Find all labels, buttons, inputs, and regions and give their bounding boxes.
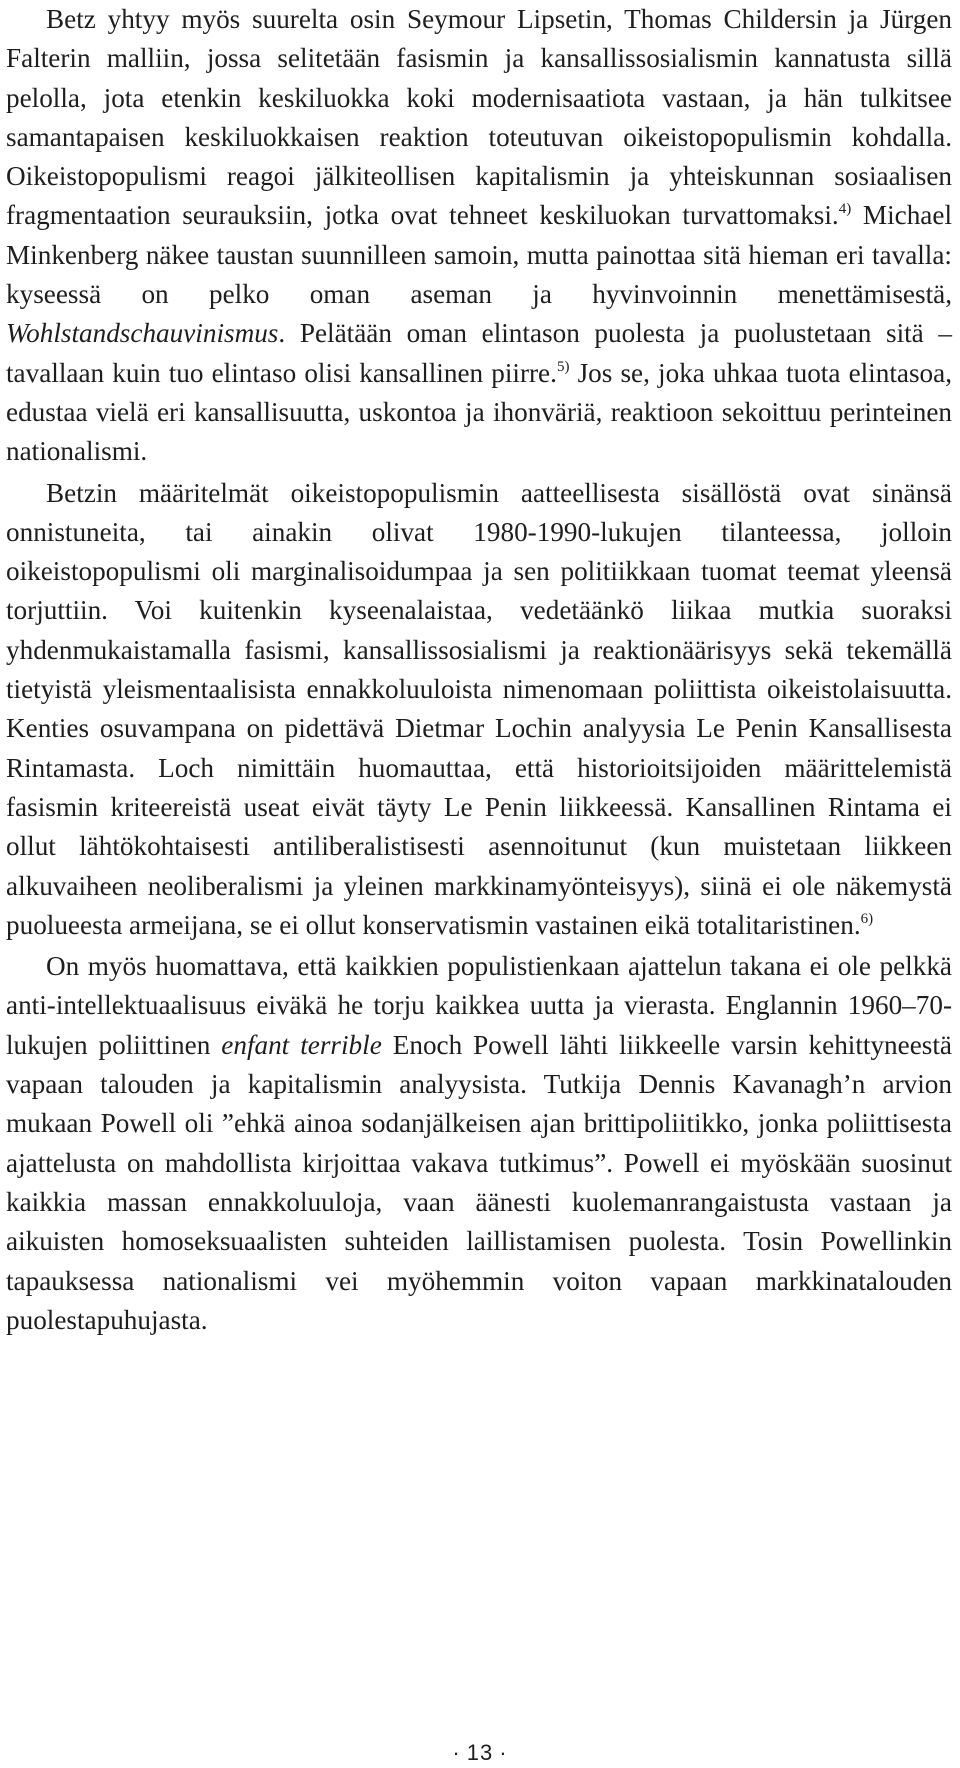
paragraph-1-text-d: Jos se, joka uhkaa tuota elintasoa, edustaa vielä eri kansallisuutta, uskontoa ja ihonväriä, reaktioon sekoittuu perinteinen nationalismi. [6, 357, 952, 467]
paragraph-1 [6, 0, 952, 472]
folio-ornament-left: · [452, 1740, 461, 1765]
footnote-ref-5: 5) [556, 358, 570, 375]
page-number: 13 [466, 1740, 494, 1765]
paragraph-1-text-c: . Pelätään oman elintason puolesta ja puolustetaan sitä – tavallaan kuin tuo elintaso olisi kansallinen piirre. [6, 318, 952, 388]
paragraph-3 [6, 947, 952, 1340]
paragraph-1-text-b: Michael Minkenberg näkee taustan suunnilleen samoin, mutta painottaa sitä hieman eri tavalla: kyseessä on pelko oman aseman ja hyvinvoinnin menettämisestä, [6, 200, 952, 310]
paragraph-2-text: Betzin määritelmät oikeistopopulismin aatteellisesta sisällöstä ovat sinänsä onnistuneita, tai ainakin olivat 1980-1990-lukujen tilanteessa, jolloin oikeistopopulismi oli marginalisoidumpaa ja sen politiikkaan tuomat teemat yleensä torjuttiin. Voi kuitenkin kyseenalaistaa, vedetäänkö liikaa mutkia suoraksi yhdenmukaistamalla fasismi, kansallissosialismi ja reaktionäärisyys sekä tekemällä tietyistä yleismentaalisista ennakkoluuloista nimenomaan poliittista oikeistolaisuutta. Kenties osuvampana on pidettävä Dietmar Lochin analyysia Le Penin Kansallisesta Rintamasta. Loch nimittäin huomauttaa, että historioitsijoiden määrittelemistä fasismin kriteereistä useat eivät täyty Le Penin liikkeessä. Kansallinen Rintama ei ollut lähtökohtaisesti antiliberalistisesti asennoitunut (kun muistetaan liikkeen alkuvaiheen neoliberalismi ja yleinen markkinamyönteisyys), siinä ei ole näkemystä puolueesta armeijana, se ei ollut konservatismin vastainen eikä totalitaristinen. [6, 477, 952, 940]
body-text [6, 0, 952, 1340]
paragraph-3-text-a: On myös huomattava, että kaikkien populistienkaan ajattelun takana ei ole pelkkä anti-intellektuaalisuus eiväkä he torju kaikkea uutta ja vierasta. Englannin 1960–70-lukujen poliittinen [6, 951, 952, 1060]
footnote-ref-6: 6) [860, 910, 874, 927]
paragraph-3-text-b: Enoch Powell lähti liikkeelle varsin kehittyneestä vapaan talouden ja kapitalismin analyysista. Tutkija Dennis Kavanagh’n arvion mukaan Powell oli ”ehkä ainoa sodanjälkeisen ajan brittipoliitikko, jonka poliittisesta ajattelusta on mahdollista kirjoittaa vakava tutkimus”. Powell ei myöskään suosinut kaikkia massan ennakkoluuloja, vaan äänesti kuolemanrangaistusta vastaan ja aikuisten homoseksuaalisten suhteiden laillistamisen puolesta. Tosin Powellinkin tapauksessa nationalismi vei myöhemmin voiton vapaan markkinatalouden puolestapuhujasta. [6, 1029, 952, 1335]
italic-phrase: enfant terrible [221, 1029, 382, 1060]
italic-term: Wohlstandschauvinismus [6, 318, 279, 349]
paragraph-1-text-a: Betz yhtyy myös suurelta osin Seymour Lipsetin, Thomas Childersin ja Jürgen Falterin malliin, jossa selitetään fasismin ja kansallissosialismin kannatusta sillä pelolla, jota etenkin keskiluokka koki modernisaatiota vastaan, ja hän tulkitsee samantapaisen keskiluokkaisen reaktion toteutuvan oikeistopopulismin kohdalla. Oikeistopopulismi reagoi jälkiteollisen kapitalismin ja yhteiskunnan sosiaalisen fragmentaation seurauksiin, jotka ovat tehneet keskiluokan turvattomaksi. [6, 4, 952, 231]
page-number-footer [0, 1740, 960, 1766]
paragraph-2 [6, 474, 952, 946]
folio-ornament-right: · [499, 1740, 508, 1765]
footnote-ref-4: 4) [838, 201, 852, 218]
